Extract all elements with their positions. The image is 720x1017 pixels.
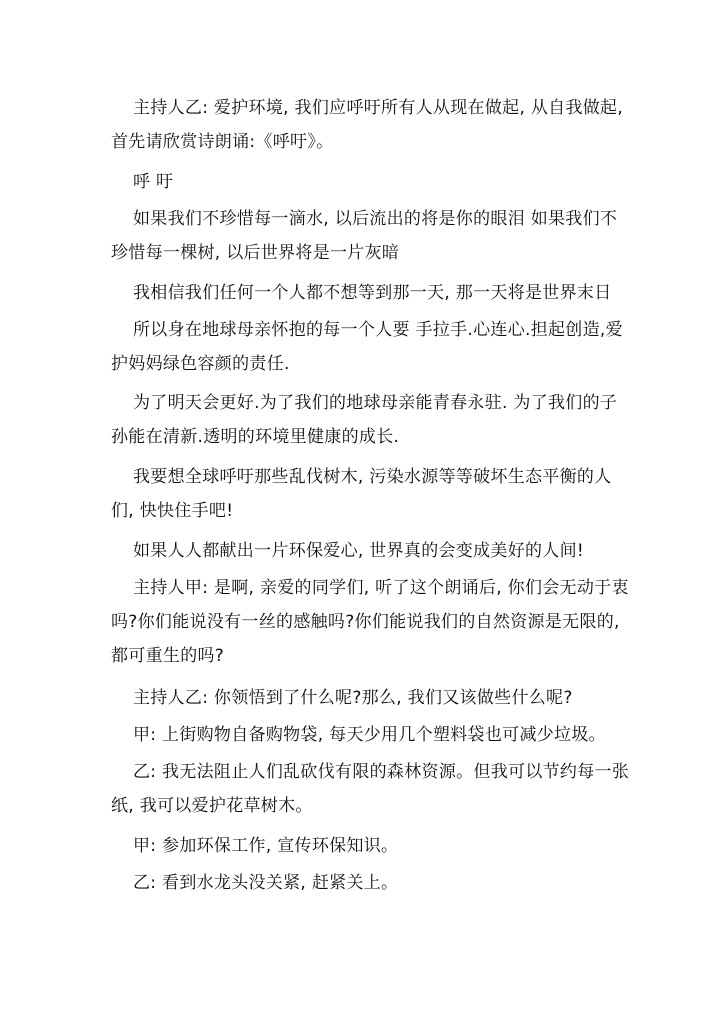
text-line: 们, 快快住手吧! xyxy=(111,501,234,521)
paragraph-yi-1 xyxy=(111,755,630,823)
text-line: 甲: 上街购物自备购物袋, 每天少用几个塑料袋也可减少垃圾。 xyxy=(133,725,606,745)
paragraph-poem-1 xyxy=(111,202,618,270)
paragraph-host-a xyxy=(111,571,629,673)
text-line: 我要想全球呼吁那些乱伐树木, 污染水源等等破坏生态平衡的人 xyxy=(133,467,612,487)
text-line: 主持人乙: 爱护环境, 我们应呼吁所有人从现在做起, 从自我做起, xyxy=(133,98,624,118)
text-line: 乙: 看到水龙头没关紧, 赶紧关上。 xyxy=(133,873,399,893)
text-line: 护妈妈绿色容颜的责任. xyxy=(111,354,290,374)
text-line: 都可重生的吗? xyxy=(111,646,225,666)
poem-title xyxy=(111,165,601,199)
paragraph-jia-1 xyxy=(111,718,606,752)
paragraph-poem-2 xyxy=(111,276,612,310)
text-line: 孙能在清新.透明的环境里健康的成长. xyxy=(111,427,400,447)
paragraph-poem-4 xyxy=(111,386,618,454)
paragraph-host-b-intro xyxy=(111,91,624,159)
text-line: 如果我们不珍惜每一滴水, 以后流出的将是你的眼泪 如果我们不 xyxy=(133,209,618,229)
text-line: 乙: 我无法阻止人们乱砍伐有限的森林资源。但我可以节约每一张 xyxy=(133,762,630,782)
text-line: 首先请欣赏诗朗诵:《呼吁》。 xyxy=(111,132,334,152)
text-line: 呼 吁 xyxy=(133,172,174,192)
text-line: 如果人人都献出一片环保爱心, 世界真的会变成美好的人间! xyxy=(133,541,585,561)
paragraph-poem-5 xyxy=(111,460,612,528)
paragraph-jia-2 xyxy=(111,829,601,863)
paragraph-host-b-question xyxy=(111,681,601,715)
text-line: 主持人乙: 你领悟到了什么呢?那么, 我们又该做些什么呢? xyxy=(133,688,573,708)
text-line: 主持人甲: 是啊, 亲爱的同学们, 听了这个朗诵后, 你们会无动于衷 xyxy=(133,578,629,598)
text-line: 珍惜每一棵树, 以后世界将是一片灰暗 xyxy=(111,243,400,263)
paragraph-poem-3 xyxy=(111,313,623,381)
paragraph-yi-2 xyxy=(111,866,601,900)
text-line: 我相信我们任何一个人都不想等到那一天, 那一天将是世界末日 xyxy=(133,283,612,303)
text-line: 甲: 参加环保工作, 宣传环保知识。 xyxy=(133,836,399,856)
text-line: 为了明天会更好.为了我们的地球母亲能青春永驻. 为了我们的子 xyxy=(133,393,618,413)
text-line: 吗?你们能说没有一丝的感触吗?你们能说我们的自然资源是无限的, xyxy=(111,612,620,632)
text-line: 所以身在地球母亲怀抱的每一个人要 手拉手.心连心.担起创造,爱 xyxy=(133,320,623,340)
paragraph-poem-6 xyxy=(111,534,601,568)
text-line: 纸, 我可以爱护花草树木。 xyxy=(111,796,313,816)
